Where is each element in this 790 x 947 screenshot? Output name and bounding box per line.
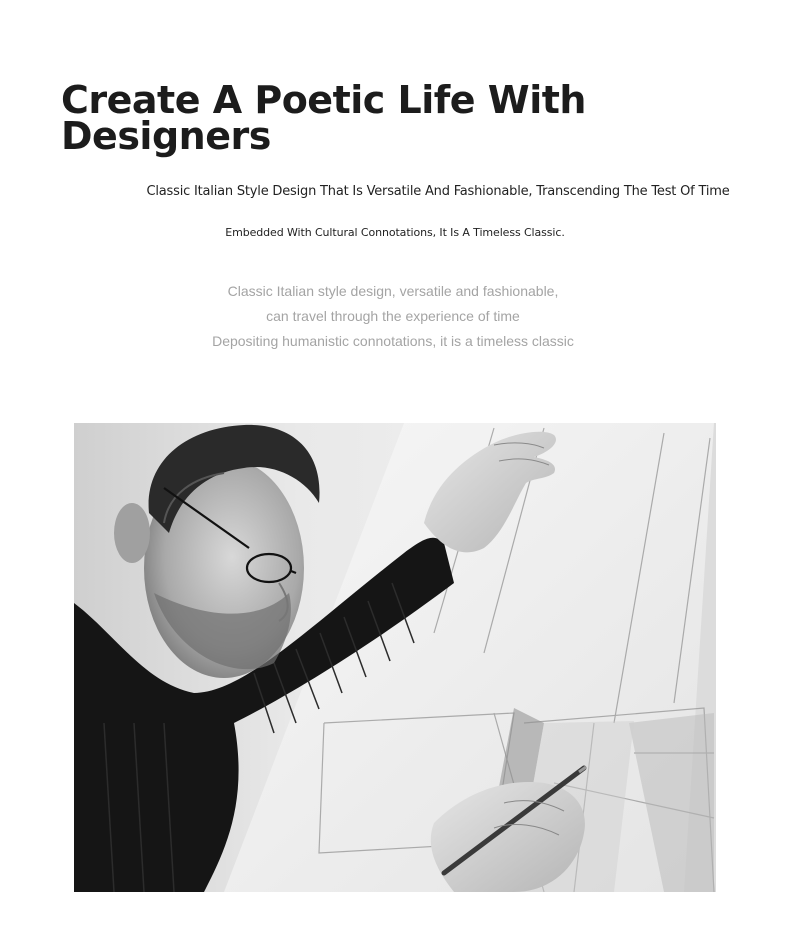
designer-sketching-photo xyxy=(74,423,716,892)
description-line-1: Classic Italian style design, versatile and fashionable, xyxy=(227,283,559,299)
description-line-3: Depositing humanistic connotations, it is a timeless classic xyxy=(212,333,574,349)
title-line-2: Designers xyxy=(61,114,271,158)
description-paragraph xyxy=(0,279,786,354)
primary-tagline: Classic Italian Style Design That Is Versatile And Fashionable, Transcending The Test Of Time xyxy=(146,184,730,199)
description-line-2: can travel through the experience of time xyxy=(266,308,520,324)
secondary-tagline: Embedded With Cultural Connotations, It Is A Timeless Classic. xyxy=(225,226,565,239)
title-line-1: Create A Poetic Life With xyxy=(61,78,586,122)
page-title xyxy=(61,78,621,158)
